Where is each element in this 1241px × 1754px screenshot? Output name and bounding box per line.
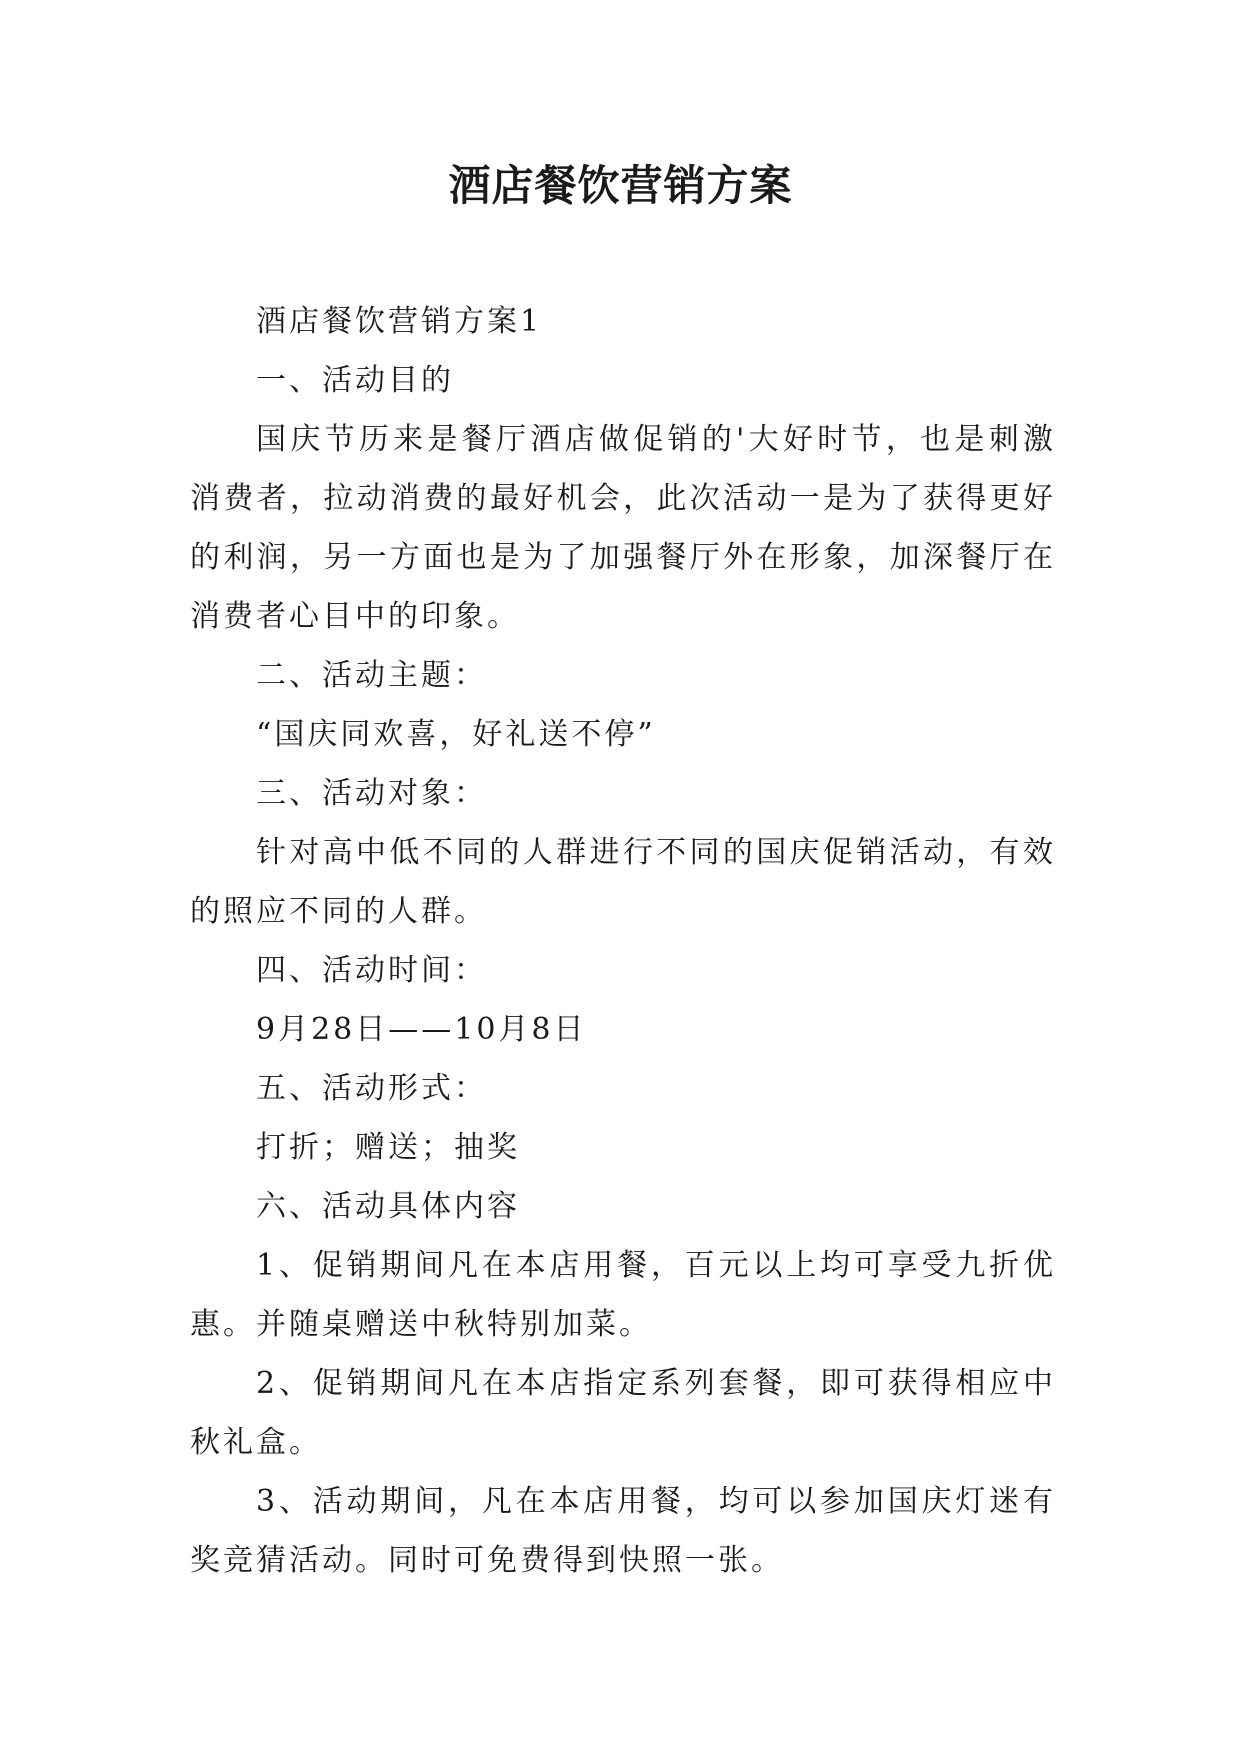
paragraph-time: 9月28日——10月8日 xyxy=(256,1012,587,1047)
paragraph-content-1: 1、促销期间凡在本店用餐，百元以上均可享受九折优惠。并随桌赠送中秋特别加菜。 xyxy=(190,1248,1056,1342)
document-body xyxy=(190,292,1056,1590)
section-heading-form: 五、活动形式： xyxy=(256,1071,487,1106)
document-title: 酒店餐饮营销方案 xyxy=(448,161,793,210)
section-heading-plan-1: 酒店餐饮营销方案1 xyxy=(256,304,543,339)
section-heading-theme: 二、活动主题： xyxy=(256,658,487,693)
section-heading-time: 四、活动时间： xyxy=(256,953,487,988)
paragraph-purpose: 国庆节历来是餐厅酒店做促销的'大好时节，也是刺激消费者，拉动消费的最好机会，此次活动一是为了获得更好的利润，另一方面也是为了加强餐厅外在形象，加深餐厅在消费者心目中的印象。 xyxy=(190,422,1056,634)
section-heading-purpose: 一、活动目的 xyxy=(256,363,454,398)
paragraph-content-2: 2、促销期间凡在本店指定系列套餐，即可获得相应中秋礼盒。 xyxy=(190,1366,1056,1460)
section-heading-audience: 三、活动对象： xyxy=(256,776,487,811)
paragraph-form: 打折；赠送；抽奖 xyxy=(256,1130,520,1165)
section-heading-content: 六、活动具体内容 xyxy=(256,1189,520,1224)
paragraph-content-3: 3、活动期间，凡在本店用餐，均可以参加国庆灯迷有奖竞猜活动。同时可免费得到快照一张。 xyxy=(190,1484,1056,1578)
paragraph-theme: “国庆同欢喜，好礼送不停” xyxy=(256,717,656,752)
paragraph-audience: 针对高中低不同的人群进行不同的国庆促销活动，有效的照应不同的人群。 xyxy=(190,835,1056,929)
